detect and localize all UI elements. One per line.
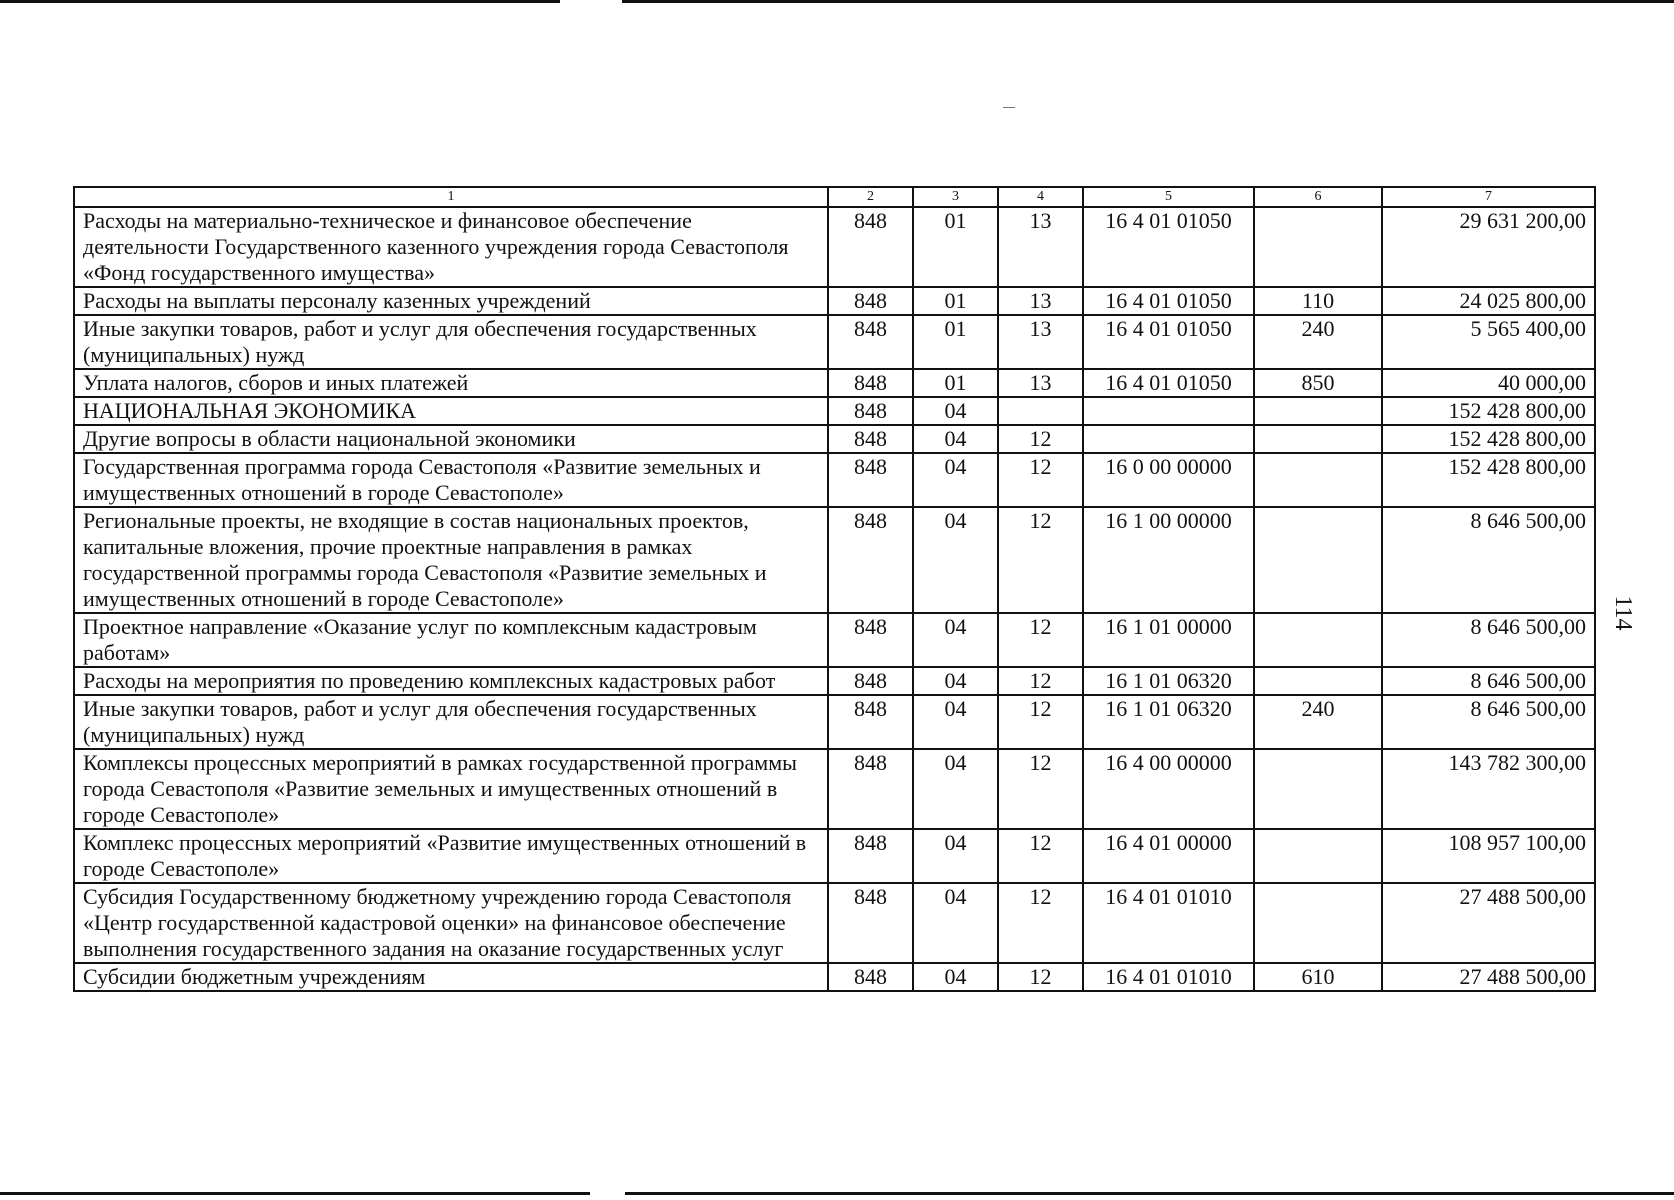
row-target-code: 16 4 01 01010 xyxy=(1083,883,1254,963)
row-amount: 27 488 500,00 xyxy=(1382,883,1595,963)
table-row xyxy=(74,453,1595,507)
row-ved: 848 xyxy=(828,507,913,613)
row-target-code: 16 4 01 01010 xyxy=(1083,963,1254,991)
row-ved: 848 xyxy=(828,369,913,397)
scan-mark xyxy=(1003,107,1015,108)
table-row xyxy=(74,369,1595,397)
row-target-code xyxy=(1083,425,1254,453)
row-subsection: 13 xyxy=(998,287,1083,315)
row-ved: 848 xyxy=(828,667,913,695)
row-target-code: 16 4 00 00000 xyxy=(1083,749,1254,829)
row-section: 04 xyxy=(913,507,998,613)
row-name: Иные закупки товаров, работ и услуг для обеспечения государственных (муниципальных) нужд xyxy=(74,695,828,749)
row-amount: 152 428 800,00 xyxy=(1382,453,1595,507)
col-header-6: 6 xyxy=(1254,187,1382,207)
page-number: 114 xyxy=(1610,595,1636,631)
table-row xyxy=(74,397,1595,425)
col-header-4: 4 xyxy=(998,187,1083,207)
row-amount: 29 631 200,00 xyxy=(1382,207,1595,287)
row-section: 01 xyxy=(913,369,998,397)
row-section: 04 xyxy=(913,829,998,883)
row-expense-type xyxy=(1254,425,1382,453)
row-subsection: 12 xyxy=(998,883,1083,963)
row-name: Проектное направление «Оказание услуг по комплексным кадастровым работам» xyxy=(74,613,828,667)
row-amount: 143 782 300,00 xyxy=(1382,749,1595,829)
row-section: 04 xyxy=(913,613,998,667)
table-row xyxy=(74,883,1595,963)
row-name: Иные закупки товаров, работ и услуг для обеспечения государственных (муниципальных) нужд xyxy=(74,315,828,369)
row-expense-type: 610 xyxy=(1254,963,1382,991)
row-amount: 8 646 500,00 xyxy=(1382,613,1595,667)
row-expense-type xyxy=(1254,207,1382,287)
col-header-3: 3 xyxy=(913,187,998,207)
row-section: 04 xyxy=(913,695,998,749)
row-subsection: 12 xyxy=(998,613,1083,667)
row-ved: 848 xyxy=(828,749,913,829)
row-name: Комплекс процессных мероприятий «Развитие имущественных отношений в городе Севастополе» xyxy=(74,829,828,883)
row-amount: 24 025 800,00 xyxy=(1382,287,1595,315)
row-section: 04 xyxy=(913,397,998,425)
row-ved: 848 xyxy=(828,425,913,453)
row-section: 04 xyxy=(913,749,998,829)
row-amount: 152 428 800,00 xyxy=(1382,425,1595,453)
row-ved: 848 xyxy=(828,397,913,425)
table-row xyxy=(74,425,1595,453)
row-ved: 848 xyxy=(828,883,913,963)
row-name: Субсидия Государственному бюджетному учреждению города Севастополя «Центр государственной кадастровой оценки» на финансовое обеспечение выполнения государственного задания на оказание государственных услуг xyxy=(74,883,828,963)
row-name: Другие вопросы в области национальной экономики xyxy=(74,425,828,453)
row-subsection: 12 xyxy=(998,425,1083,453)
row-expense-type xyxy=(1254,829,1382,883)
row-target-code: 16 4 01 01050 xyxy=(1083,287,1254,315)
row-ved: 848 xyxy=(828,829,913,883)
row-section: 01 xyxy=(913,315,998,369)
row-section: 04 xyxy=(913,883,998,963)
row-ved: 848 xyxy=(828,695,913,749)
row-target-code: 16 1 00 00000 xyxy=(1083,507,1254,613)
col-header-2: 2 xyxy=(828,187,913,207)
row-expense-type xyxy=(1254,749,1382,829)
row-expense-type: 240 xyxy=(1254,695,1382,749)
table-row xyxy=(74,613,1595,667)
table-row xyxy=(74,749,1595,829)
row-section: 01 xyxy=(913,287,998,315)
col-header-1: 1 xyxy=(74,187,828,207)
row-ved: 848 xyxy=(828,963,913,991)
row-section: 04 xyxy=(913,425,998,453)
table-row xyxy=(74,667,1595,695)
bottom-scan-border xyxy=(0,1192,1674,1195)
row-section: 01 xyxy=(913,207,998,287)
row-subsection: 12 xyxy=(998,963,1083,991)
table-row xyxy=(74,829,1595,883)
budget-table xyxy=(73,186,1596,992)
row-target-code: 16 1 01 06320 xyxy=(1083,695,1254,749)
row-section: 04 xyxy=(913,453,998,507)
row-expense-type xyxy=(1254,667,1382,695)
row-name: Субсидии бюджетным учреждениям xyxy=(74,963,828,991)
table-row xyxy=(74,315,1595,369)
row-amount: 108 957 100,00 xyxy=(1382,829,1595,883)
row-expense-type xyxy=(1254,883,1382,963)
row-target-code: 16 4 01 01050 xyxy=(1083,207,1254,287)
row-expense-type: 110 xyxy=(1254,287,1382,315)
row-name: Комплексы процессных мероприятий в рамках государственной программы города Севастополя «Развитие земельных и имущественных отношений в городе Севастополе» xyxy=(74,749,828,829)
row-expense-type: 240 xyxy=(1254,315,1382,369)
row-amount: 152 428 800,00 xyxy=(1382,397,1595,425)
row-subsection: 13 xyxy=(998,315,1083,369)
row-subsection: 12 xyxy=(998,829,1083,883)
row-subsection: 13 xyxy=(998,369,1083,397)
row-target-code: 16 1 01 06320 xyxy=(1083,667,1254,695)
row-target-code: 16 1 01 00000 xyxy=(1083,613,1254,667)
row-target-code: 16 0 00 00000 xyxy=(1083,453,1254,507)
row-subsection xyxy=(998,397,1083,425)
row-name: Уплата налогов, сборов и иных платежей xyxy=(74,369,828,397)
row-amount: 8 646 500,00 xyxy=(1382,695,1595,749)
row-ved: 848 xyxy=(828,315,913,369)
row-expense-type: 850 xyxy=(1254,369,1382,397)
top-scan-border xyxy=(0,0,1674,3)
row-expense-type xyxy=(1254,507,1382,613)
row-amount: 5 565 400,00 xyxy=(1382,315,1595,369)
row-subsection: 12 xyxy=(998,667,1083,695)
row-expense-type xyxy=(1254,453,1382,507)
row-subsection: 13 xyxy=(998,207,1083,287)
row-name: НАЦИОНАЛЬНАЯ ЭКОНОМИКА xyxy=(74,397,828,425)
table-row xyxy=(74,695,1595,749)
row-name: Государственная программа города Севастополя «Развитие земельных и имущественных отношений в городе Севастополе» xyxy=(74,453,828,507)
table-row xyxy=(74,507,1595,613)
row-ved: 848 xyxy=(828,207,913,287)
row-section: 04 xyxy=(913,963,998,991)
row-name: Расходы на выплаты персоналу казенных учреждений xyxy=(74,287,828,315)
row-section: 04 xyxy=(913,667,998,695)
row-subsection: 12 xyxy=(998,507,1083,613)
header-row xyxy=(74,187,1595,207)
table-row xyxy=(74,287,1595,315)
row-target-code: 16 4 01 00000 xyxy=(1083,829,1254,883)
row-target-code: 16 4 01 01050 xyxy=(1083,369,1254,397)
table-row xyxy=(74,963,1595,991)
row-amount: 40 000,00 xyxy=(1382,369,1595,397)
row-expense-type xyxy=(1254,613,1382,667)
row-amount: 8 646 500,00 xyxy=(1382,667,1595,695)
row-name: Региональные проекты, не входящие в состав национальных проектов, капитальные вложения, прочие проектные направления в рамках государственной программы города Севастополя «Развитие земельных и имущественных отношений в городе Севастополе» xyxy=(74,507,828,613)
row-ved: 848 xyxy=(828,453,913,507)
row-ved: 848 xyxy=(828,287,913,315)
row-name: Расходы на материально-техническое и финансовое обеспечение деятельности Государственного казенного учреждения города Севастополя «Фонд государственного имущества» xyxy=(74,207,828,287)
row-subsection: 12 xyxy=(998,453,1083,507)
row-subsection: 12 xyxy=(998,695,1083,749)
row-amount: 27 488 500,00 xyxy=(1382,963,1595,991)
row-name: Расходы на мероприятия по проведению комплексных кадастровых работ xyxy=(74,667,828,695)
row-ved: 848 xyxy=(828,613,913,667)
row-expense-type xyxy=(1254,397,1382,425)
row-subsection: 12 xyxy=(998,749,1083,829)
row-target-code xyxy=(1083,397,1254,425)
row-target-code: 16 4 01 01050 xyxy=(1083,315,1254,369)
col-header-7: 7 xyxy=(1382,187,1595,207)
row-amount: 8 646 500,00 xyxy=(1382,507,1595,613)
col-header-5: 5 xyxy=(1083,187,1254,207)
table-row xyxy=(74,207,1595,287)
